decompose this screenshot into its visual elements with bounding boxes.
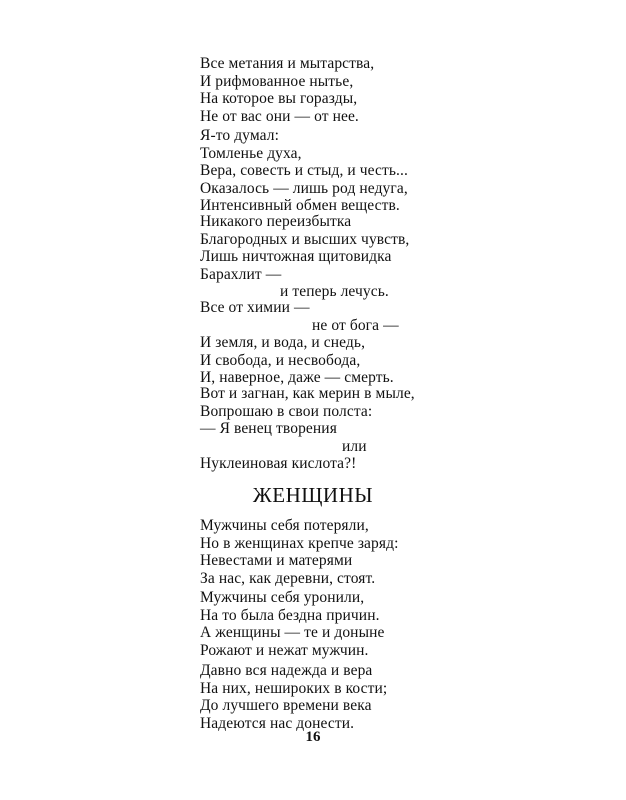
verse-line: А женщины — те и доныне bbox=[200, 624, 385, 642]
poem1-stanza-2 bbox=[200, 127, 408, 215]
verse-line: Все метания и мытарства, bbox=[200, 55, 375, 72]
verse-line: Рожают и нежат мужчин. bbox=[200, 641, 369, 659]
verse-line: Оказалось — лишь род недуга, bbox=[200, 179, 408, 197]
poem1-stanza-4 bbox=[200, 299, 399, 387]
verse-line: Мужчины себя уронили, bbox=[200, 589, 365, 606]
verse-line: Не от вас они — от нее. bbox=[200, 107, 359, 125]
verse-line: На которое вы горазды, bbox=[200, 90, 358, 108]
verse-line: И свобода, и несвобода, bbox=[200, 351, 361, 369]
verse-line: На то была бездна причин. bbox=[200, 606, 380, 624]
poem2-stanza-1 bbox=[200, 517, 399, 587]
page-number: 16 bbox=[305, 729, 321, 745]
verse-line: Вера, совесть и стыд, и честь... bbox=[200, 162, 408, 180]
verse-line: Томленье духа, bbox=[200, 144, 302, 162]
poem1-stanza-5 bbox=[200, 385, 415, 473]
verse-line: До лучшего времени века bbox=[200, 697, 372, 715]
verse-line: И земля, и вода, и снедь, bbox=[200, 334, 366, 352]
poem1-stanza-1 bbox=[200, 55, 374, 125]
verse-line: Я-то думал: bbox=[200, 127, 279, 144]
verse-line: Интенсивный обмен веществ. bbox=[200, 197, 400, 215]
verse-line: За нас, как деревни, стоят. bbox=[200, 569, 376, 587]
verse-line: — Я венец творения bbox=[200, 420, 337, 438]
poem2-stanza-3 bbox=[200, 662, 387, 732]
verse-line-indented: или bbox=[342, 437, 367, 455]
verse-line: Мужчины себя потеряли, bbox=[200, 517, 369, 534]
verse-line: На них, нешироких в кости; bbox=[200, 679, 388, 697]
verse-line: Все от химии — bbox=[200, 299, 310, 316]
verse-line: Давно вся надежда и вера bbox=[200, 662, 373, 679]
verse-line-indented: не от бога — bbox=[312, 316, 399, 334]
poem-title: ЖЕНЩИНЫ bbox=[252, 483, 374, 507]
verse-line: Надеются нас донести. bbox=[200, 714, 355, 732]
verse-line: Вот и загнан, как мерин в мыле, bbox=[200, 385, 415, 402]
verse-line-indented: и теперь лечусь. bbox=[280, 283, 389, 301]
verse-line: И рифмованное нытье, bbox=[200, 72, 354, 90]
verse-line: Барахлит — bbox=[200, 265, 282, 283]
verse-line: Никакого переизбытка bbox=[200, 213, 352, 230]
verse-line: Невестами и матерями bbox=[200, 552, 353, 570]
verse-line: Нуклеиновая кислота?! bbox=[200, 455, 357, 473]
verse-line: Но в женщинах крепче заряд: bbox=[200, 534, 399, 552]
verse-line: Благородных и высших чувств, bbox=[200, 230, 410, 248]
verse-line: Лишь ничтожная щитовидка bbox=[200, 248, 392, 266]
verse-line: И, наверное, даже — смерть. bbox=[200, 369, 394, 387]
poem1-stanza-3 bbox=[200, 213, 409, 301]
poem2-stanza-2 bbox=[200, 589, 384, 659]
verse-line: Вопрошаю в свои полста: bbox=[200, 402, 373, 420]
